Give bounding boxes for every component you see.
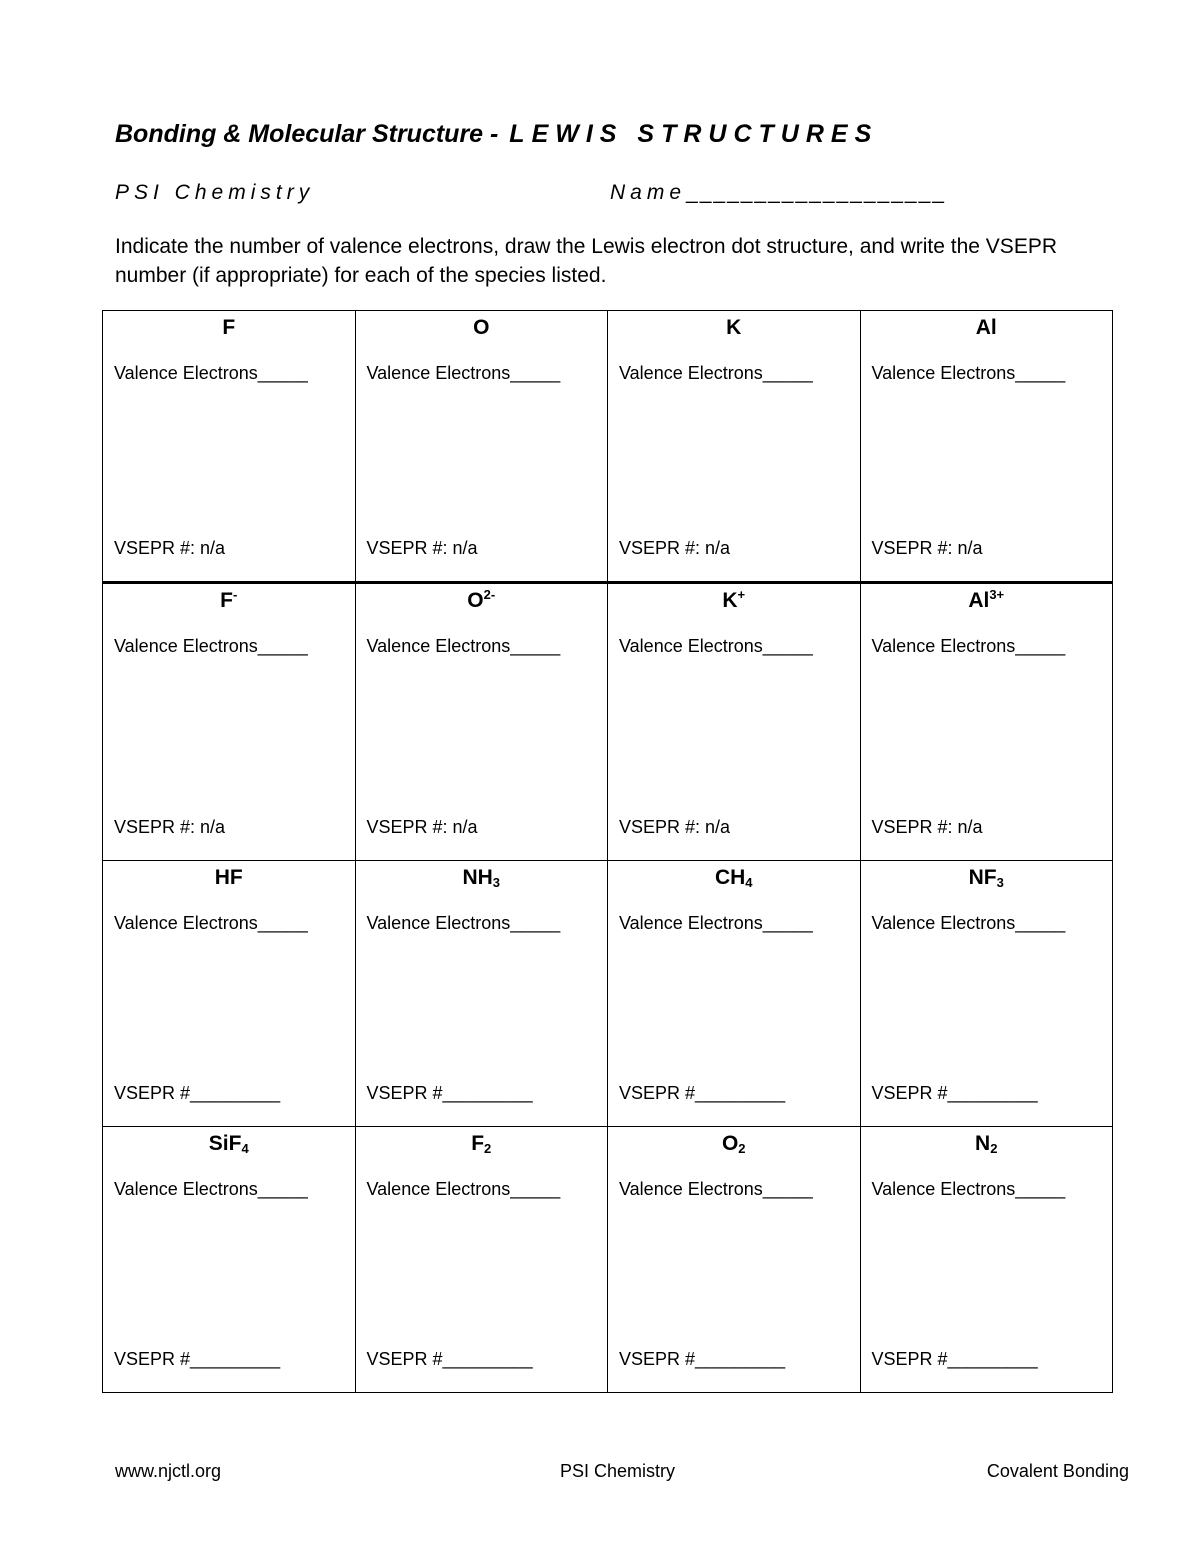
valence-electrons-field[interactable]: Valence Electrons_____	[114, 913, 308, 933]
valence-electrons-field[interactable]: Valence Electrons_____	[871, 363, 1066, 383]
vsepr-label: VSEPR #: n/a	[114, 817, 226, 837]
species-label: $F_2$	[471, 1132, 492, 1156]
valence-electrons-field[interactable]: Valence Electrons_____	[366, 363, 561, 383]
footer-topic: Covalent Bonding	[986, 1461, 1129, 1481]
species-label: $O^{2-}$	[467, 587, 496, 612]
course-name: PSI Chemistry	[115, 181, 315, 204]
cell-k-ion[interactable]	[608, 583, 861, 861]
vsepr-field[interactable]: VSEPR #_________	[871, 1349, 1038, 1369]
valence-electrons-field[interactable]: Valence Electrons_____	[871, 1179, 1066, 1199]
species-label: F	[222, 316, 236, 339]
species-label: K+	[722, 587, 746, 612]
vsepr-label: VSEPR #: n/a	[619, 817, 731, 837]
valence-electrons-field[interactable]: Valence Electrons_____	[619, 1179, 813, 1199]
vsepr-field[interactable]: VSEPR #_________	[366, 1349, 533, 1369]
valence-electrons-field[interactable]: Valence Electrons_____	[871, 636, 1066, 656]
vsepr-label: VSEPR #: n/a	[871, 817, 983, 837]
title-main: Bonding & Molecular Structure -	[115, 120, 506, 148]
cell-k[interactable]	[608, 311, 861, 583]
valence-electrons-field[interactable]: Valence Electrons_____	[114, 363, 308, 383]
cell-n2[interactable]	[860, 1127, 1113, 1393]
vsepr-field[interactable]: VSEPR #_________	[619, 1083, 786, 1103]
name-field[interactable]	[610, 181, 946, 205]
cell-hf[interactable]	[103, 861, 356, 1127]
species-label: Al	[975, 316, 997, 339]
cell-o2[interactable]	[608, 1127, 861, 1393]
species-label: K	[726, 316, 742, 339]
species-label: SiF$_4$	[208, 1132, 249, 1156]
vsepr-label: VSEPR #: n/a	[366, 817, 478, 837]
valence-electrons-field[interactable]: Valence Electrons_____	[871, 913, 1066, 933]
valence-electrons-field[interactable]: Valence Electrons_____	[114, 636, 308, 656]
name-blank[interactable]: ___________________	[686, 181, 946, 204]
species-label: $NF_3$	[968, 866, 1004, 890]
cell-ch4[interactable]	[608, 861, 861, 1127]
cell-al[interactable]	[860, 311, 1113, 583]
valence-electrons-field[interactable]: Valence Electrons_____	[366, 1179, 561, 1199]
species-label: $NH_3$	[462, 866, 501, 890]
vsepr-field[interactable]: VSEPR #_________	[366, 1083, 533, 1103]
cell-al-ion[interactable]	[860, 583, 1113, 861]
valence-electrons-field[interactable]: Valence Electrons_____	[114, 1179, 308, 1199]
name-label: Name	[610, 181, 687, 204]
valence-electrons-field[interactable]: Valence Electrons_____	[619, 913, 813, 933]
cell-o-ion[interactable]	[355, 583, 608, 861]
grid-row-molecules-1	[103, 861, 1113, 1127]
vsepr-label: VSEPR #: n/a	[366, 538, 478, 558]
footer-website: www.njctl.org	[115, 1461, 222, 1481]
vsepr-field[interactable]: VSEPR #_________	[619, 1349, 786, 1369]
vsepr-field[interactable]: VSEPR #_________	[871, 1083, 1038, 1103]
vsepr-field[interactable]: VSEPR #_________	[114, 1349, 281, 1369]
cell-f2[interactable]	[355, 1127, 608, 1393]
grid-row-ions	[103, 583, 1113, 861]
valence-electrons-field[interactable]: Valence Electrons_____	[366, 913, 561, 933]
instructions: Indicate the number of valence electrons, draw the Lewis electron dot structure, and write the VSEPR number (if appropriate) for each of the species listed.	[115, 235, 1057, 287]
vsepr-field[interactable]: VSEPR #_________	[114, 1083, 281, 1103]
grid-row-neutral-atoms	[103, 311, 1113, 583]
species-label: HF	[214, 866, 243, 889]
cell-nh3[interactable]	[355, 861, 608, 1127]
lewis-structure-grid	[102, 310, 1113, 1393]
species-label: $Al^{3+}$	[968, 587, 1005, 612]
valence-electrons-field[interactable]: Valence Electrons_____	[366, 636, 561, 656]
footer-course: PSI Chemistry	[560, 1461, 676, 1481]
valence-electrons-field[interactable]: Valence Electrons_____	[619, 636, 813, 656]
cell-f[interactable]	[103, 311, 356, 583]
valence-electrons-field[interactable]: Valence Electrons_____	[619, 363, 813, 383]
cell-nf3[interactable]	[860, 861, 1113, 1127]
cell-f-ion[interactable]	[103, 583, 356, 861]
vsepr-label: VSEPR #: n/a	[114, 538, 226, 558]
cell-sif4[interactable]	[103, 1127, 356, 1393]
species-label: $N_2$	[975, 1132, 998, 1156]
vsepr-label: VSEPR #: n/a	[871, 538, 983, 558]
species-label: O	[473, 316, 490, 339]
cell-o[interactable]	[355, 311, 608, 583]
vsepr-label: VSEPR #: n/a	[619, 538, 731, 558]
species-label: $O_2$	[721, 1132, 746, 1156]
species-label: $CH_4$	[714, 866, 753, 890]
grid-row-molecules-2	[103, 1127, 1113, 1393]
species-label: F-	[220, 587, 238, 612]
title-topic: LEWIS STRUCTURES	[509, 120, 879, 148]
page-title	[115, 120, 878, 149]
